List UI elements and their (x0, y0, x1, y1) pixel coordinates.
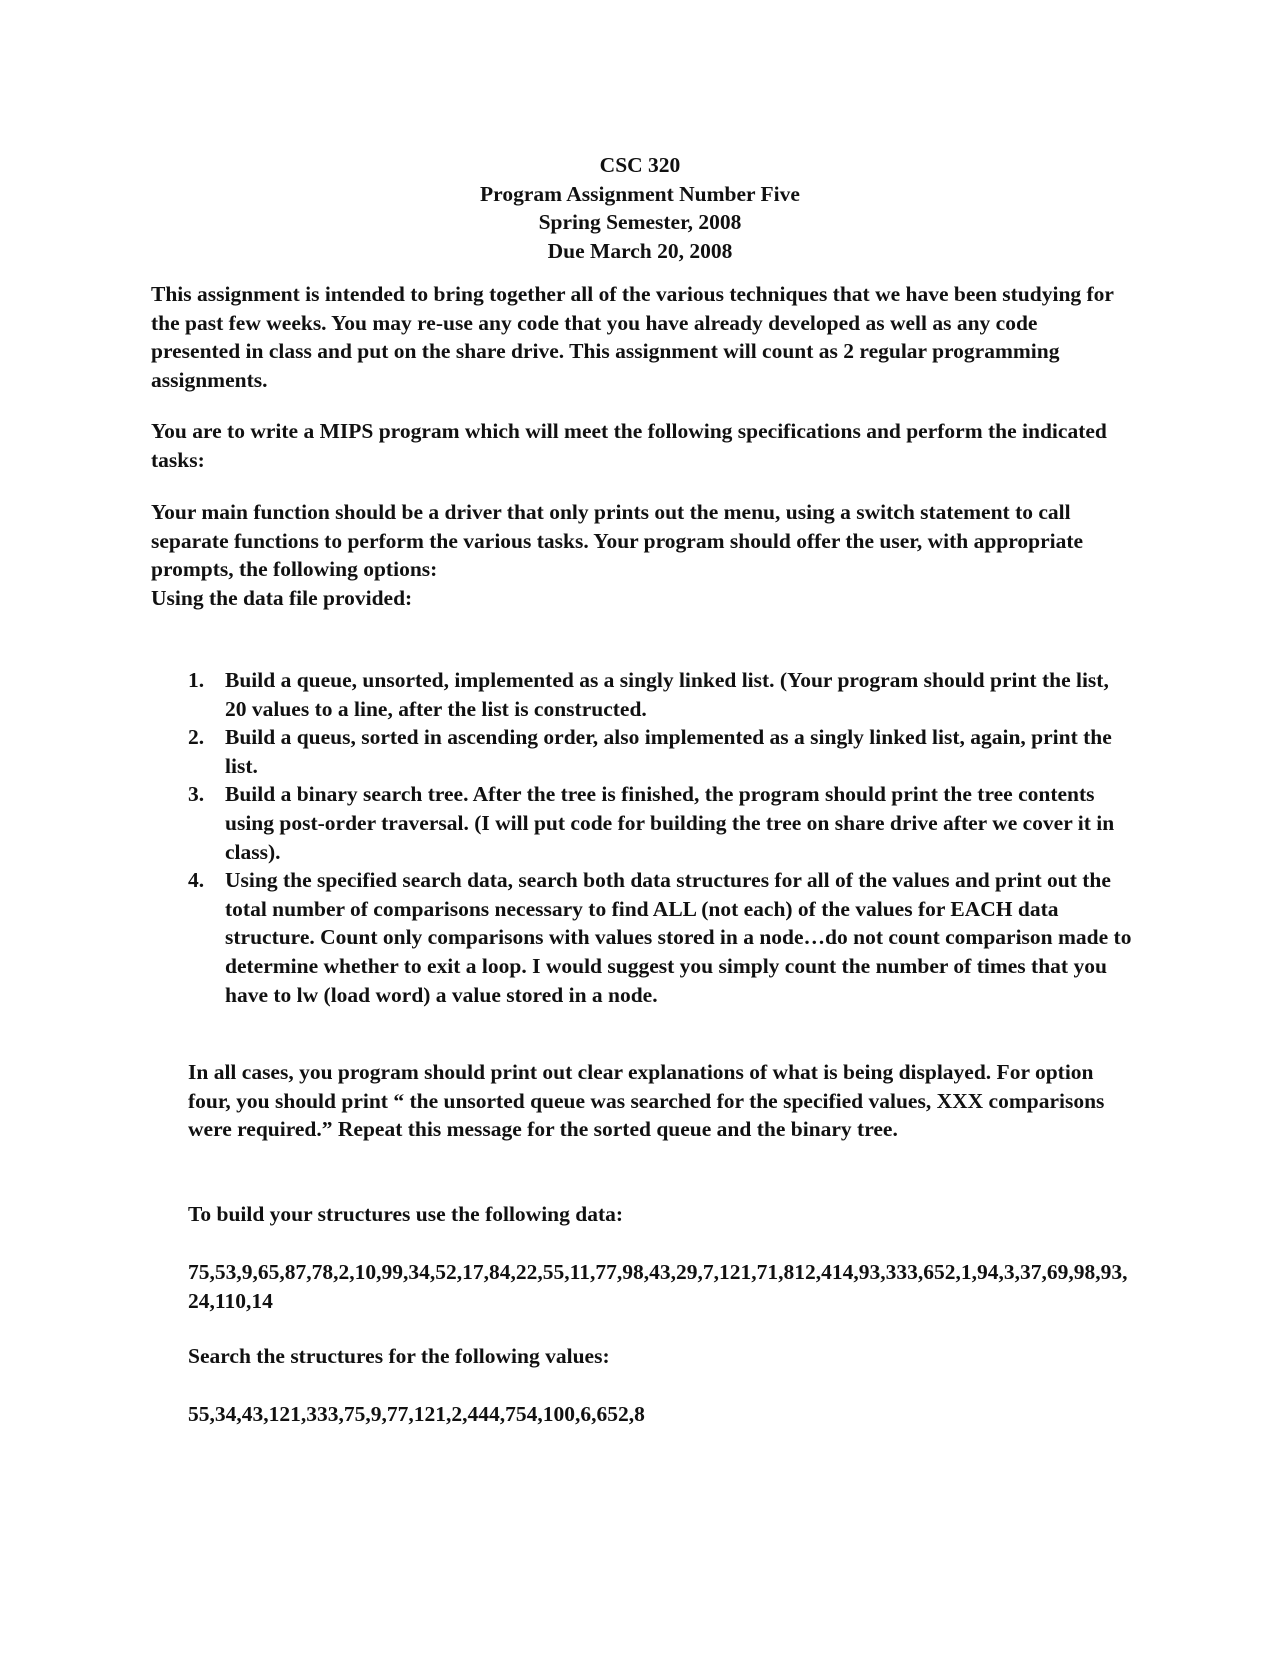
document-header (0, 151, 1280, 265)
list-item-number: 4. (188, 868, 205, 893)
search-data-values: 55,34,43,121,333,75,9,77,121,2,444,754,100,6,652,8 (188, 1402, 645, 1426)
list-item-text: Build a queue, unsorted, implemented as a singly linked list. (Your program should print the list, 20 values to a line, after the list is constructed. (225, 668, 1109, 721)
assignment-title: Program Assignment Number Five (480, 181, 800, 206)
list-item-text: Using the specified search data, search both data structures for all of the values and print out the total number of comparisons necessary to find ALL (not each) of the values for EACH data structure. Count only comparisons with values stored in a node…do not count comparison made to determine whether to exit a loop. I would suggest you simply count the number of times that you have to lw (load word) a value stored in a node. (225, 868, 1132, 1007)
all-cases-paragraph: In all cases, you program should print out clear explanations of what is being displayed. For option four, you should print “ the unsorted queue was searched for the specified values, XXX comparisons were required.” Repeat this message for the sorted queue and the binary tree. (188, 1060, 1105, 1142)
due-date: Due March 20, 2008 (547, 238, 733, 263)
intro-paragraph: This assignment is intended to bring together all of the various techniques that we have been studying for the past few weeks. You may re-use any code that you have already developed as well as any code presented in class and put on the share drive. This assignment will count as 2 regular programming assignments. (151, 282, 1114, 392)
list-item-number: 3. (188, 782, 205, 807)
using-data-line: Using the data file provided: (151, 586, 413, 610)
build-data-values: 75,53,9,65,87,78,2,10,99,34,52,17,84,22,55,11,77,98,43,29,7,121,71,812,414,93,333,652,1,94,3,37,69,98,93,24,110,14 (188, 1260, 1128, 1313)
build-data-label: To build your structures use the following data: (188, 1202, 624, 1226)
list-item (188, 780, 1133, 866)
list-item (188, 866, 1133, 1009)
list-item-number: 1. (188, 668, 205, 692)
list-item-text: Build a binary search tree. After the tree is finished, the program should print the tree contents using post-order traversal. (I will put code for building the tree on share drive after we cover it in class). (225, 782, 1115, 864)
task-intro-paragraph: You are to write a MIPS program which will meet the following specifications and perform the indicated tasks: (151, 419, 1107, 472)
task-list (188, 666, 1133, 1009)
list-item (188, 666, 1133, 723)
list-item (188, 723, 1133, 780)
semester: Spring Semester, 2008 (538, 210, 742, 235)
main-function-paragraph: Your main function should be a driver that only prints out the menu, using a switch statement to call separate functions to perform the various tasks. Your program should offer the user, with appropriate prompts, the following options: (151, 500, 1084, 582)
search-data-label: Search the structures for the following values: (188, 1344, 610, 1368)
list-item-text: Build a queus, sorted in ascending order, also implemented as a singly linked list, again, print the list. (225, 725, 1112, 778)
course-title: CSC 320 (599, 153, 681, 177)
list-item-number: 2. (188, 725, 205, 750)
